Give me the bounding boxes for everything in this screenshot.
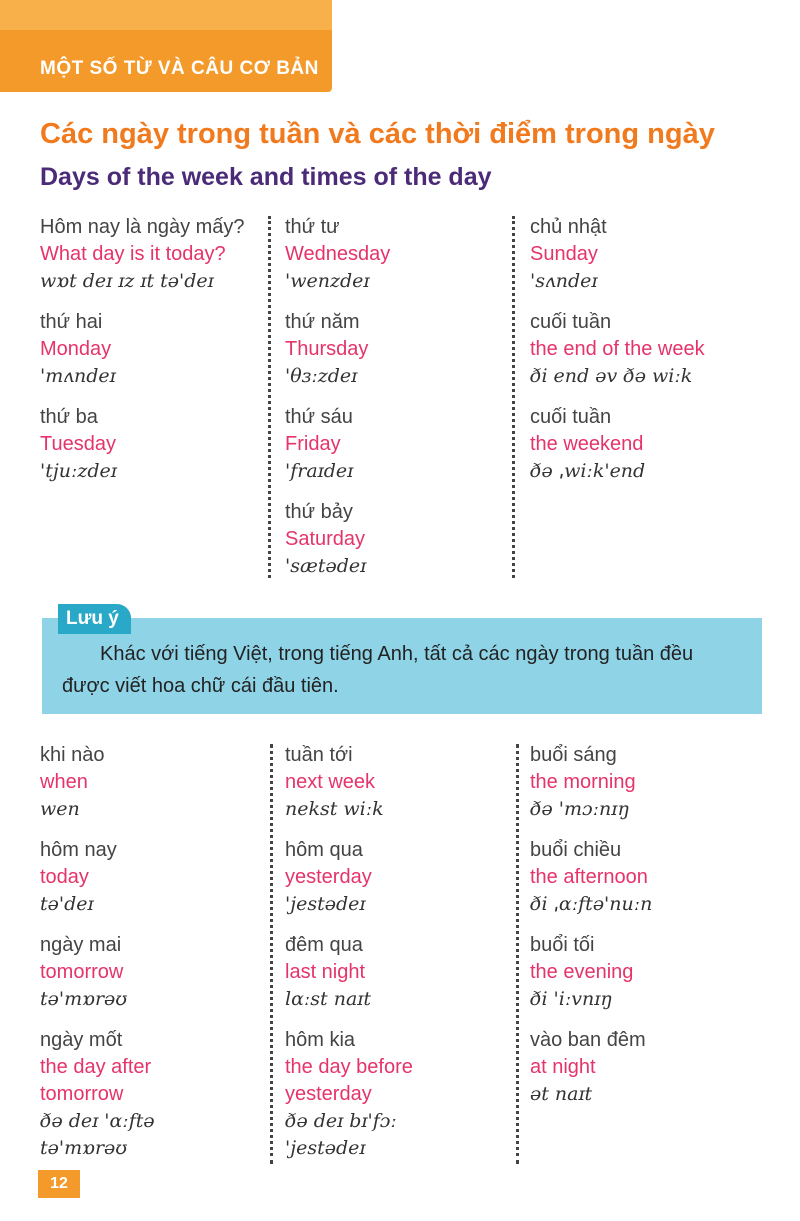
- english-word: today: [40, 866, 89, 888]
- english-word: at night: [530, 1056, 596, 1078]
- english-word: the day after tomorrow: [40, 1056, 152, 1105]
- english-word: when: [40, 771, 88, 793]
- vocab-entry: [530, 742, 770, 823]
- pronunciation: ðə ˌwiːk'end: [530, 460, 646, 482]
- vietnamese-word: buổi sáng: [530, 744, 617, 766]
- pronunciation: ðə deɪ 'ɑːftə tə'mɒrəʊ: [40, 1110, 155, 1159]
- vietnamese-word: thứ ba: [40, 406, 98, 428]
- english-word: the morning: [530, 771, 636, 793]
- pronunciation: 'sætədeɪ: [285, 555, 367, 577]
- english-word: the evening: [530, 961, 634, 983]
- vocab-entry: [285, 932, 505, 1013]
- vocab-entry: [40, 932, 265, 1013]
- vietnamese-word: hôm nay: [40, 839, 117, 861]
- column-divider: [270, 744, 273, 1164]
- pronunciation: wen: [40, 798, 80, 820]
- note-text: Khác với tiếng Việt, trong tiếng Anh, tất cả các ngày trong tuần đều được viết hoa chữ cái đầu tiên.: [62, 643, 694, 697]
- days-column-3: [530, 214, 780, 499]
- vocab-entry: [530, 404, 780, 485]
- vietnamese-word: hôm qua: [285, 839, 363, 861]
- vietnamese-word: thứ hai: [40, 311, 103, 333]
- vocab-entry: [530, 309, 780, 390]
- column-divider: [512, 216, 515, 578]
- pronunciation: lɑːst naɪt: [285, 988, 372, 1010]
- column-divider: [268, 216, 271, 578]
- vocab-entry: [40, 309, 272, 390]
- page-number: 12: [38, 1170, 80, 1198]
- vocab-entry: [40, 404, 272, 485]
- pronunciation: 'fraɪdeɪ: [285, 460, 354, 482]
- vietnamese-word: thứ tư: [285, 216, 340, 238]
- vietnamese-word: thứ sáu: [285, 406, 353, 428]
- vocab-entry: [530, 214, 780, 295]
- times-column-2: [285, 742, 505, 1176]
- vocab-entry: [285, 499, 510, 580]
- pronunciation: ði ˌɑːftə'nuːn: [530, 893, 653, 915]
- pronunciation: 'jestədeɪ: [285, 893, 366, 915]
- page-title-vietnamese: Các ngày trong tuần và các thời điểm trong ngày: [40, 118, 715, 150]
- pronunciation: 'mʌndeɪ: [40, 365, 116, 387]
- vietnamese-word: chủ nhật: [530, 216, 607, 238]
- vocab-entry: [40, 742, 265, 823]
- pronunciation: wɒt deɪ ɪz ɪt tə'deɪ: [40, 270, 214, 292]
- column-divider: [516, 744, 519, 1164]
- english-word: yesterday: [285, 866, 372, 888]
- vocab-entry: [285, 309, 510, 390]
- vocab-entry: [285, 404, 510, 485]
- english-word: Monday: [40, 338, 112, 360]
- vocab-entry: [530, 837, 770, 918]
- english-word: the afternoon: [530, 866, 648, 888]
- english-word: the weekend: [530, 433, 644, 455]
- days-column-2: [285, 214, 510, 594]
- vocab-entry: [285, 214, 510, 295]
- days-column-1: [40, 214, 272, 499]
- pronunciation: ðə 'mɔːnɪŋ: [530, 798, 630, 820]
- vocab-entry: [285, 742, 505, 823]
- page-title-english: Days of the week and times of the day: [40, 163, 492, 191]
- pronunciation: 'tjuːzdeɪ: [40, 460, 117, 482]
- vietnamese-word: khi nào: [40, 744, 105, 766]
- header-accent: [0, 0, 332, 30]
- vietnamese-word: vào ban đêm: [530, 1029, 646, 1051]
- english-word: Friday: [285, 433, 341, 455]
- times-column-1: [40, 742, 265, 1176]
- vietnamese-word: hôm kia: [285, 1029, 356, 1051]
- note-label: Lưu ý: [58, 604, 131, 634]
- vocab-entry: [285, 837, 505, 918]
- english-word: the end of the week: [530, 338, 705, 360]
- english-word: What day is it today?: [40, 243, 226, 265]
- vocab-entry: [40, 837, 265, 918]
- pronunciation: nekst wiːk: [285, 798, 384, 820]
- vietnamese-word: buổi tối: [530, 934, 595, 956]
- vietnamese-word: đêm qua: [285, 934, 363, 956]
- pronunciation: tə'deɪ: [40, 893, 94, 915]
- english-word: last night: [285, 961, 366, 983]
- vocab-entry: [530, 932, 770, 1013]
- vocab-entry: [530, 1027, 770, 1108]
- vietnamese-word: ngày mốt: [40, 1029, 123, 1051]
- pronunciation: ði end əv ðə wiːk: [530, 365, 693, 387]
- pronunciation: tə'mɒrəʊ: [40, 988, 128, 1010]
- vocab-entry: [40, 214, 272, 295]
- vietnamese-word: ngày mai: [40, 934, 122, 956]
- pronunciation: ðə deɪ bɪ'fɔː 'jestədeɪ: [285, 1110, 397, 1159]
- vietnamese-word: cuối tuần: [530, 311, 612, 333]
- vietnamese-word: tuần tới: [285, 744, 353, 766]
- english-word: tomorrow: [40, 961, 124, 983]
- vietnamese-word: buổi chiều: [530, 839, 622, 861]
- vietnamese-word: thứ bảy: [285, 501, 353, 523]
- english-word: the day before yesterday: [285, 1056, 413, 1105]
- english-word: next week: [285, 771, 376, 793]
- english-word: Sunday: [530, 243, 598, 265]
- vietnamese-word: thứ năm: [285, 311, 360, 333]
- english-word: Saturday: [285, 528, 366, 550]
- english-word: Thursday: [285, 338, 369, 360]
- vietnamese-word: Hôm nay là ngày mấy?: [40, 216, 245, 238]
- pronunciation: 'θɜːzdeɪ: [285, 365, 358, 387]
- times-column-3: [530, 742, 770, 1122]
- pronunciation: ði 'iːvnɪŋ: [530, 988, 613, 1010]
- pronunciation: ət naɪt: [530, 1083, 593, 1105]
- english-word: Wednesday: [285, 243, 391, 265]
- english-word: Tuesday: [40, 433, 116, 455]
- pronunciation: 'wenzdeɪ: [285, 270, 370, 292]
- vietnamese-word: cuối tuần: [530, 406, 612, 428]
- section-title: MỘT SỐ TỪ VÀ CÂU CƠ BẢN: [40, 58, 319, 79]
- vocab-entry: [285, 1027, 465, 1162]
- pronunciation: 'sʌndeɪ: [530, 270, 598, 292]
- vocab-entry: [40, 1027, 190, 1162]
